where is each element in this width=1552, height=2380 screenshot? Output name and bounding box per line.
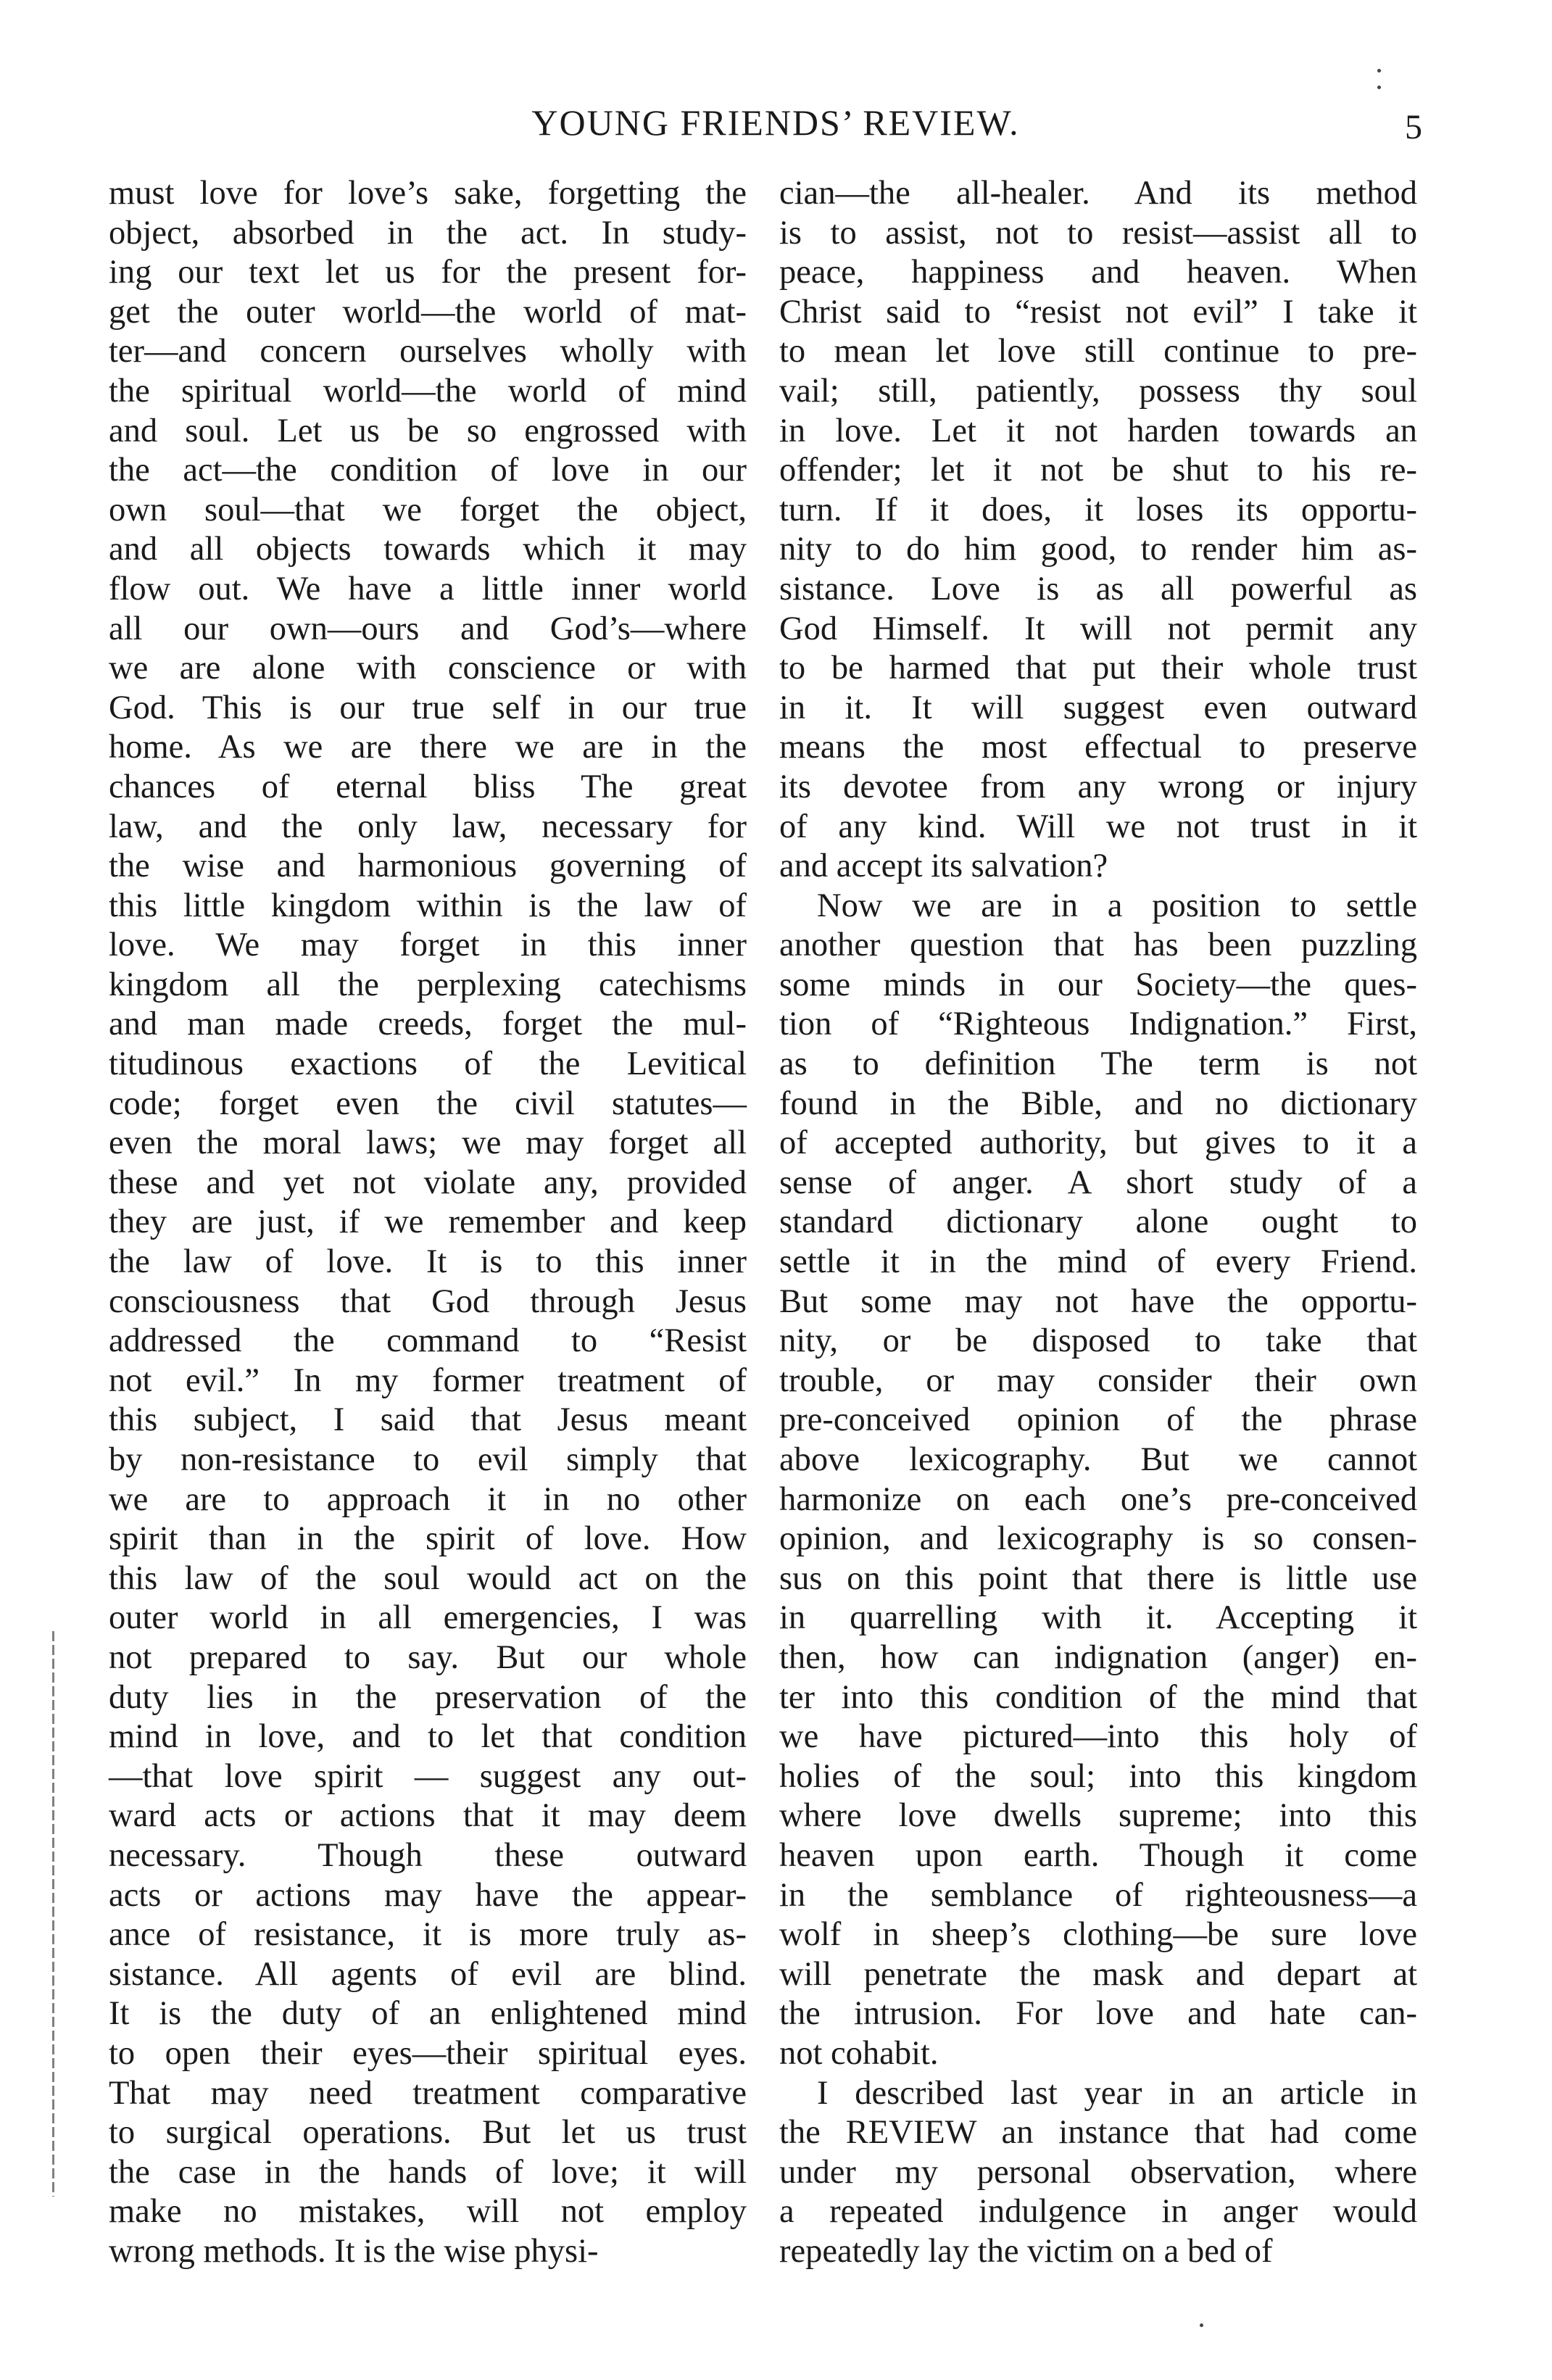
text-line: outer world in all emergencies, I was — [109, 1599, 747, 1637]
text-line: necessary. Though these outward — [109, 1836, 747, 1874]
right-column — [779, 174, 1417, 2271]
text-line: Now we are in a position to settle — [817, 887, 1417, 924]
text-line: sistance. All agents of evil are blind. — [109, 1955, 747, 1993]
text-line: another question that has been puzzling — [779, 926, 1417, 964]
text-line: not evil.” In my former treatment of — [109, 1361, 747, 1399]
text-line: and man made creeds, forget the mul- — [109, 1006, 747, 1043]
text-line: law, and the only law, necessary for — [109, 808, 747, 845]
text-line: mind in love, and to let that condition — [109, 1718, 747, 1756]
text-line: consciousness that God through Jesus — [109, 1282, 747, 1320]
text-line: spirit than in the spirit of love. How — [109, 1520, 747, 1558]
text-line: nity, or be disposed to take that — [779, 1322, 1417, 1360]
text-line: titudinous exactions of the Levitical — [109, 1045, 747, 1083]
text-line: as to definition The term is not — [779, 1045, 1417, 1083]
page-number: 5 — [1405, 108, 1422, 146]
text-line: this subject, I said that Jesus meant — [109, 1401, 747, 1439]
text-line: vail; still, patiently, possess thy soul — [779, 372, 1417, 410]
text-line: under my personal observation, where — [779, 2153, 1417, 2191]
text-line: own soul—that we forget the object, — [109, 491, 747, 528]
text-line: of any kind. Will we not trust in it — [779, 808, 1417, 845]
text-line: this law of the soul would act on the — [109, 1559, 747, 1597]
text-line: found in the Bible, and no dictionary — [779, 1085, 1417, 1122]
text-line: to surgical operations. But let us trust — [109, 2114, 747, 2152]
print-speck — [1200, 2323, 1203, 2327]
text-line: they are just, if we remember and keep — [109, 1203, 747, 1241]
text-line: Christ said to “resist not evil” I take it — [779, 293, 1417, 331]
print-speck — [1377, 86, 1381, 89]
text-line: by non-resistance to evil simply that — [109, 1441, 747, 1478]
text-line: then, how can indignation (anger) en- — [779, 1638, 1417, 1676]
text-line: ing our text let us for the present for- — [109, 254, 747, 291]
text-line: in it. It will suggest even outward — [779, 689, 1417, 726]
text-line: is to assist, not to resist—assist all to — [779, 214, 1417, 252]
text-line: ance of resistance, it is more truly as- — [109, 1916, 747, 1954]
text-line: code; forget even the civil statutes— — [109, 1085, 747, 1122]
text-line: where love dwells supreme; into this — [779, 1797, 1417, 1835]
text-line: wrong methods. It is the wise physi- — [109, 2232, 599, 2270]
text-line: addressed the command to “Resist — [109, 1322, 747, 1360]
text-line: cian—the all-healer. And its method — [779, 175, 1417, 212]
text-line: to be harmed that put their whole trust — [779, 650, 1417, 687]
text-line: It is the duty of an enlightened mind — [109, 1995, 747, 2033]
text-line: holies of the soul; into this kingdom — [779, 1757, 1417, 1795]
text-line: we have pictured—into this holy of — [779, 1718, 1417, 1756]
text-line: nity to do him good, to render him as- — [779, 531, 1417, 568]
text-line: some minds in our Society—the ques- — [779, 966, 1417, 1003]
text-line: settle it in the mind of every Friend. — [779, 1243, 1417, 1281]
text-line: a repeated indulgence in anger would — [779, 2193, 1417, 2231]
text-line: —that love spirit — suggest any out- — [109, 1757, 747, 1795]
text-line: not cohabit. — [779, 2034, 939, 2072]
text-line: object, absorbed in the act. In study- — [109, 214, 747, 252]
text-line: trouble, or may consider their own — [779, 1361, 1417, 1399]
text-line: sistance. Love is as all powerful as — [779, 570, 1417, 608]
text-line: to mean let love still continue to pre- — [779, 333, 1417, 370]
text-line: I described last year in an article in — [817, 2074, 1417, 2112]
text-line: all our own—ours and God’s—where — [109, 610, 747, 647]
text-line: to open their eyes—their spiritual eyes. — [109, 2034, 747, 2072]
text-line: flow out. We have a little inner world — [109, 570, 747, 608]
text-line: the law of love. It is to this inner — [109, 1243, 747, 1281]
text-line: love. We may forget in this inner — [109, 926, 747, 964]
text-line: of accepted authority, but gives to it a — [779, 1124, 1417, 1162]
text-line: ter—and concern ourselves wholly with — [109, 333, 747, 370]
text-line: the REVIEW an instance that had come — [779, 2114, 1417, 2152]
text-line: and all objects towards which it may — [109, 531, 747, 568]
text-line: standard dictionary alone ought to — [779, 1203, 1417, 1241]
text-line: will penetrate the mask and depart at — [779, 1955, 1417, 1993]
print-speck — [1377, 69, 1381, 72]
text-line: turn. If it does, it loses its opportu- — [779, 491, 1417, 528]
text-line: the intrusion. For love and hate can- — [779, 1995, 1417, 2033]
text-line: the wise and harmonious governing of — [109, 847, 747, 885]
text-line: in quarrelling with it. Accepting it — [779, 1599, 1417, 1637]
text-line: this little kingdom within is the law of — [109, 887, 747, 924]
text-line: its devotee from any wrong or injury — [779, 768, 1417, 805]
text-line: not prepared to say. But our whole — [109, 1638, 747, 1676]
text-line: wolf in sheep’s clothing—be sure love — [779, 1916, 1417, 1954]
text-line: in love. Let it not harden towards an — [779, 412, 1417, 449]
running-title: YOUNG FRIENDS’ REVIEW. — [531, 102, 1020, 143]
text-line: tion of “Righteous Indignation.” First, — [779, 1006, 1417, 1043]
text-line: and accept its salvation? — [779, 847, 1108, 885]
text-line: even the moral laws; we may forget all — [109, 1124, 747, 1162]
text-line: harmonize on each one’s pre-conceived — [779, 1480, 1417, 1518]
text-line: the spiritual world—the world of mind — [109, 372, 747, 410]
text-line: repeatedly lay the victim on a bed of — [779, 2232, 1273, 2270]
margin-mark — [52, 1631, 54, 2197]
text-line: home. As we are there we are in the — [109, 729, 747, 766]
text-line: sus on this point that there is little use — [779, 1559, 1417, 1597]
text-line: must love for love’s sake, forgetting the — [109, 175, 747, 212]
text-line: these and yet not violate any, provided — [109, 1164, 747, 1201]
text-line: God. This is our true self in our true — [109, 689, 747, 726]
text-line: opinion, and lexicography is so consen- — [779, 1520, 1417, 1558]
text-line: in the semblance of righteousness—a — [779, 1876, 1417, 1914]
text-line: the act—the condition of love in our — [109, 452, 747, 489]
text-line: kingdom all the perplexing catechisms — [109, 966, 747, 1003]
text-line: ward acts or actions that it may deem — [109, 1797, 747, 1835]
text-line: we are to approach it in no other — [109, 1480, 747, 1518]
text-line: acts or actions may have the appear- — [109, 1876, 747, 1914]
text-line: God Himself. It will not permit any — [779, 610, 1417, 647]
text-line: above lexicography. But we cannot — [779, 1441, 1417, 1478]
text-line: That may need treatment comparative — [109, 2074, 747, 2112]
text-line: make no mistakes, will not employ — [109, 2193, 747, 2231]
text-line: get the outer world—the world of mat- — [109, 293, 747, 331]
text-line: and soul. Let us be so engrossed with — [109, 412, 747, 449]
text-line: chances of eternal bliss The great — [109, 768, 747, 805]
text-line: peace, happiness and heaven. When — [779, 254, 1417, 291]
text-line: means the most effectual to preserve — [779, 729, 1417, 766]
text-line: we are alone with conscience or with — [109, 650, 747, 687]
text-line: heaven upon earth. Though it come — [779, 1836, 1417, 1874]
text-line: offender; let it not be shut to his re- — [779, 452, 1417, 489]
text-line: pre-conceived opinion of the phrase — [779, 1401, 1417, 1439]
text-line: ter into this condition of the mind that — [779, 1678, 1417, 1716]
text-line: the case in the hands of love; it will — [109, 2153, 747, 2191]
text-line: duty lies in the preservation of the — [109, 1678, 747, 1716]
left-column — [109, 174, 747, 2271]
text-line: But some may not have the opportu- — [779, 1282, 1417, 1320]
text-line: sense of anger. A short study of a — [779, 1164, 1417, 1201]
